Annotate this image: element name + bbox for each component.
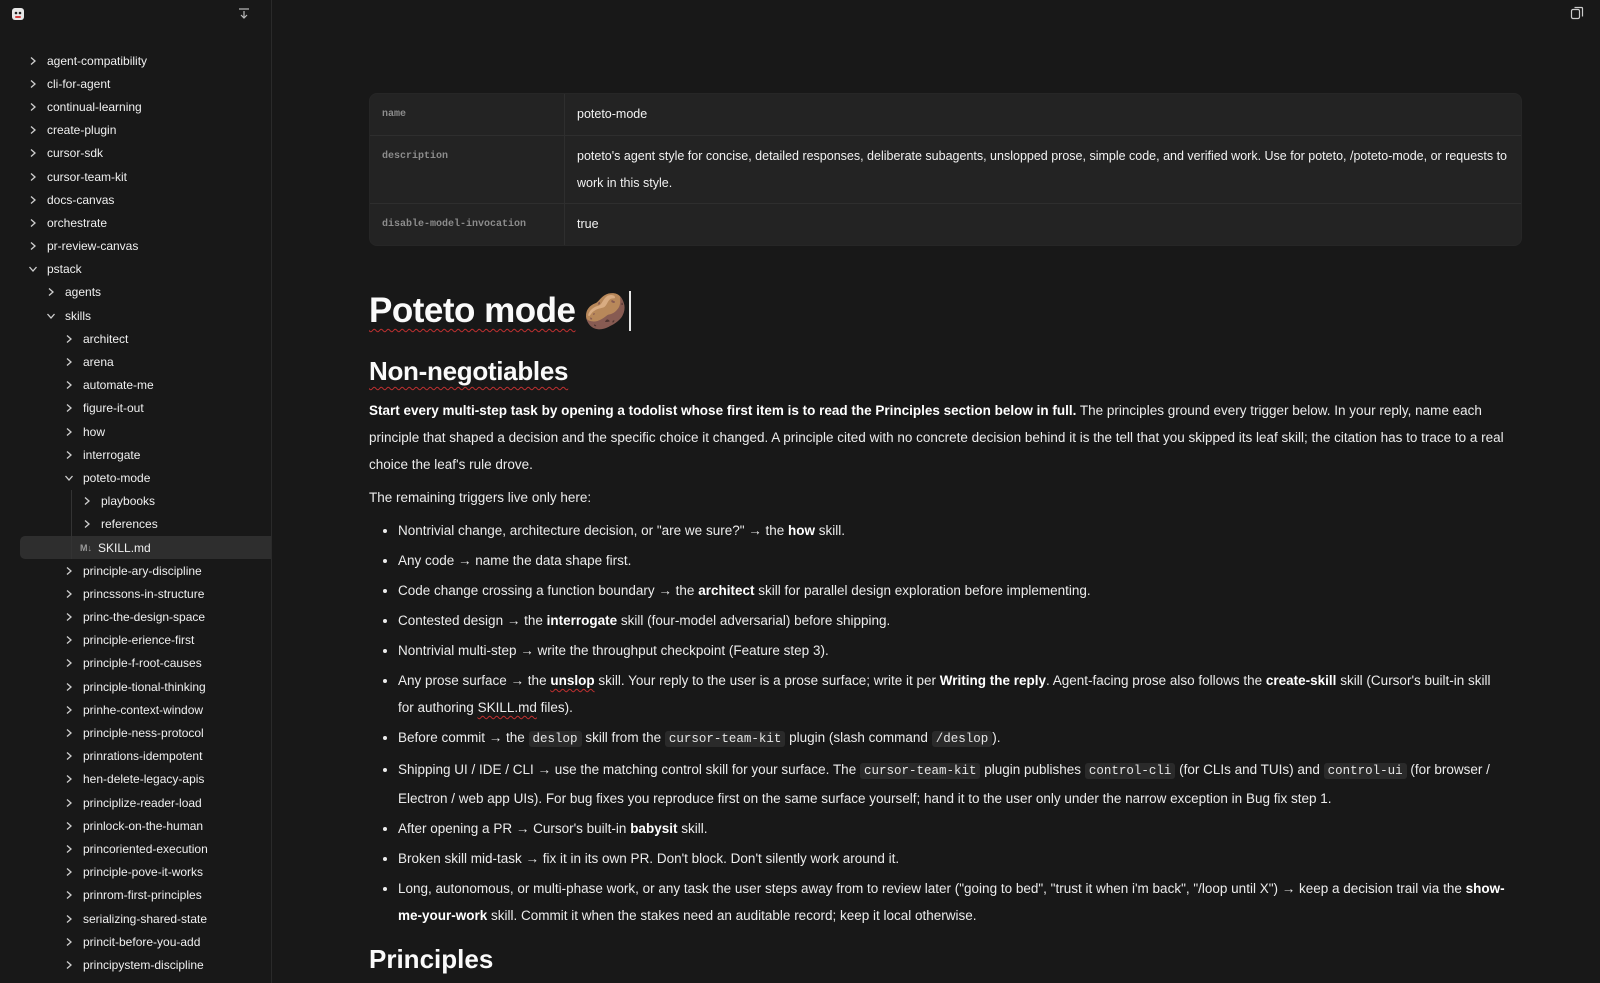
chevron-right-icon[interactable]: [64, 728, 74, 738]
markdown-content[interactable]: [369, 280, 1509, 932]
intro-paragraph: [369, 397, 1509, 478]
chevron-right-icon[interactable]: [64, 612, 74, 622]
text: skill. Your reply to the user is a prose surface; write it per: [594, 673, 940, 688]
tree-folder-23[interactable]: [0, 582, 271, 605]
chevron-right-icon[interactable]: [64, 844, 74, 854]
tree-folder-9[interactable]: [0, 258, 271, 281]
tree-item-label: create-plugin: [47, 123, 117, 138]
tree-item-label: principle-tional-thinking: [83, 679, 206, 694]
tree-folder-37[interactable]: [0, 907, 271, 930]
tree-item-label: prinlock-on-the-human: [83, 818, 204, 833]
text: files).: [536, 700, 573, 715]
text: Contested design → the: [398, 613, 547, 628]
chevron-right-icon[interactable]: [28, 79, 38, 89]
text: plugin (slash command: [785, 730, 932, 745]
tree-folder-13[interactable]: [0, 350, 271, 373]
text: Code change crossing a function boundary → the: [398, 583, 699, 598]
tree-item-label: princoriented-execution: [83, 841, 208, 856]
chevron-right-icon[interactable]: [64, 334, 74, 344]
indent-guide: [71, 490, 72, 560]
list-item: [398, 637, 1509, 664]
skill-name: architect: [698, 583, 755, 598]
inline-code: /deslop: [932, 731, 993, 747]
page-title[interactable]: [369, 280, 1509, 342]
tree-item-label: prinhe-context-window: [83, 702, 204, 717]
text: (for browser / Electron / web app UIs). For bug fixes you reproduce first on the same surface yourself; hand it to the user only under the narrow exception in Bug fix step 1.: [398, 762, 1490, 806]
text: Any code → name the data shape first.: [398, 553, 632, 568]
text: skill. Commit it when the stakes need an auditable record; keep it local otherwise.: [487, 908, 977, 923]
list-item: [398, 577, 1509, 604]
list-item: [398, 875, 1509, 929]
tree-item-label: pr-review-canvas: [47, 239, 139, 254]
chevron-right-icon[interactable]: [64, 751, 74, 761]
frontmatter-key: disable-model-invocation: [370, 204, 565, 245]
text: ).: [992, 730, 1001, 745]
app-logo-icon[interactable]: [10, 6, 26, 22]
skill-name: how: [788, 523, 816, 538]
tree-item-label: principle-ary-discipline: [83, 563, 202, 578]
tree-item-label: interrogate: [83, 447, 141, 462]
tree-item-label: princssons-in-structure: [83, 586, 205, 601]
tree-folder-33[interactable]: [0, 814, 271, 837]
chevron-right-icon[interactable]: [64, 357, 74, 367]
sidebar-header: [0, 0, 271, 30]
list-item: [398, 517, 1509, 544]
tree-item-label: skills: [65, 308, 91, 323]
frontmatter-value[interactable]: poteto's agent style for concise, detailed responses, deliberate subagents, unslopped prose, simple code, and verified work. Use for poteto, /poteto-mode, or requests to work in this style.: [577, 149, 1508, 190]
filename: SKILL.md: [477, 700, 537, 715]
text: Broken skill mid-task → fix it in its own PR. Don't block. Don't silently work around it.: [398, 851, 900, 866]
chevron-right-icon[interactable]: [64, 566, 74, 576]
list-item: [398, 547, 1509, 574]
chevron-right-icon[interactable]: [64, 403, 74, 413]
tree-item-label: pstack: [47, 262, 82, 277]
chevron-right-icon[interactable]: [46, 287, 56, 297]
chevron-right-icon[interactable]: [28, 102, 38, 112]
chevron-right-icon[interactable]: [28, 218, 38, 228]
text: skill.: [677, 821, 708, 836]
tree-folder-39[interactable]: [0, 953, 271, 976]
frontmatter-table: [369, 93, 1522, 246]
text: skill (Cursor's built-in skill for authoring: [398, 673, 1491, 715]
frontmatter-row-disable-model-invocation: [370, 204, 1521, 245]
chevron-right-icon[interactable]: [28, 172, 38, 182]
trigger-list: [369, 517, 1509, 929]
chevron-right-icon[interactable]: [64, 914, 74, 924]
skill-name: interrogate: [546, 613, 618, 628]
tree-folder-35[interactable]: [0, 861, 271, 884]
tree-folder-5[interactable]: [0, 165, 271, 188]
tree-item-label: how: [83, 424, 106, 439]
tree-item-label: orchestrate: [47, 215, 108, 230]
inline-code: deslop: [529, 731, 582, 747]
text: After opening a PR → Cursor's built-in: [398, 821, 631, 836]
tree-item-label: playbooks: [101, 494, 156, 509]
text: plugin publishes: [980, 762, 1085, 777]
chevron-right-icon[interactable]: [28, 148, 38, 158]
text: Nontrivial multi-step → write the throughput checkpoint (Feature step 3).: [398, 643, 829, 658]
tree-folder-26[interactable]: [0, 652, 271, 675]
tree-folder-20[interactable]: [0, 513, 271, 536]
skill-name: babysit: [630, 821, 678, 836]
page-title-text: Poteto mode: [369, 291, 576, 330]
tree-folder-19[interactable]: [0, 490, 271, 513]
text: skill for parallel design exploration before implementing.: [754, 583, 1091, 598]
chevron-right-icon[interactable]: [64, 960, 74, 970]
tree-folder-27[interactable]: [0, 675, 271, 698]
tree-folder-17[interactable]: [0, 443, 271, 466]
frontmatter-row-description: [370, 136, 1521, 204]
text: Any prose surface → the: [398, 673, 551, 688]
chevron-right-icon[interactable]: [64, 705, 74, 715]
tree-folder-8[interactable]: [0, 235, 271, 258]
chevron-down-icon[interactable]: [64, 473, 74, 483]
chevron-right-icon[interactable]: [64, 937, 74, 947]
tree-item-label: arena: [83, 355, 114, 370]
frontmatter-row-name: [370, 94, 1521, 136]
chevron-right-icon[interactable]: [64, 821, 74, 831]
frontmatter-value[interactable]: poteto-mode: [577, 107, 648, 121]
chevron-right-icon[interactable]: [64, 380, 74, 390]
tree-item-label: agents: [65, 285, 102, 300]
list-item: [398, 667, 1509, 721]
tree-folder-10[interactable]: [0, 281, 271, 304]
inline-code: cursor-team-kit: [860, 763, 981, 779]
tree-item-label: principle-ness-protocol: [83, 726, 204, 741]
tree-folder-34[interactable]: [0, 837, 271, 860]
frontmatter-value[interactable]: true: [577, 217, 599, 231]
tree-folder-24[interactable]: [0, 606, 271, 629]
markdown-file-icon: M↓: [80, 542, 92, 553]
tree-item-label: agent-compatibility: [47, 53, 148, 68]
list-item: [398, 845, 1509, 872]
tree-folder-30[interactable]: [0, 745, 271, 768]
chevron-right-icon[interactable]: [64, 450, 74, 460]
tree-folder-32[interactable]: [0, 791, 271, 814]
chevron-right-icon[interactable]: [64, 682, 74, 692]
tree-folder-3[interactable]: [0, 119, 271, 142]
heading-non-negotiables: Non-negotiables: [369, 356, 569, 386]
tree-item-label: automate-me: [83, 378, 154, 393]
frontmatter-key: description: [370, 136, 565, 203]
chevron-right-icon[interactable]: [28, 56, 38, 66]
chevron-right-icon[interactable]: [64, 867, 74, 877]
copy-icon[interactable]: [1570, 6, 1584, 20]
list-item: [398, 815, 1509, 842]
list-item: [398, 756, 1509, 812]
tree-folder-1[interactable]: [0, 72, 271, 95]
tree-item-label: docs-canvas: [47, 192, 115, 207]
tree-folder-22[interactable]: [0, 559, 271, 582]
tree-folder-11[interactable]: [0, 304, 271, 327]
tree-folder-15[interactable]: [0, 397, 271, 420]
chevron-down-icon[interactable]: [46, 311, 56, 321]
file-explorer-sidebar: [0, 0, 272, 983]
chevron-right-icon[interactable]: [64, 798, 74, 808]
tree-folder-29[interactable]: [0, 721, 271, 744]
text: skill (four-model adversarial) before shipping.: [617, 613, 891, 628]
tree-item-label: serializing-shared-state: [83, 911, 208, 926]
tree-item-label: principle-erience-first: [83, 633, 195, 648]
tree-folder-4[interactable]: [0, 142, 271, 165]
tree-item-label: prinrations-idempotent: [83, 749, 203, 764]
chevron-right-icon[interactable]: [82, 496, 92, 506]
tree-item-label: poteto-mode: [83, 470, 151, 485]
chevron-down-icon[interactable]: [28, 264, 38, 274]
chevron-right-icon[interactable]: [28, 125, 38, 135]
tree-item-label: principle-f-root-causes: [83, 656, 202, 671]
text: skill from the: [581, 730, 665, 745]
chevron-right-icon[interactable]: [82, 519, 92, 529]
tree-folder-6[interactable]: [0, 188, 271, 211]
tree-file-skill-md[interactable]: [20, 536, 272, 559]
text: . Agent-facing prose also follows the: [1046, 673, 1266, 688]
inline-code: cursor-team-kit: [665, 731, 786, 747]
list-item: [398, 724, 1509, 753]
tree-item-label: references: [101, 517, 158, 532]
chevron-right-icon[interactable]: [64, 635, 74, 645]
list-item: [398, 607, 1509, 634]
text: (for CLIs and TUIs) and: [1175, 762, 1324, 777]
file-tree: [0, 49, 271, 977]
tree-item-label: principystem-discipline: [83, 957, 204, 972]
text: Nontrivial change, architecture decision, or "are we sure?" → the: [398, 523, 789, 538]
tree-folder-31[interactable]: [0, 768, 271, 791]
tree-item-label: principlize-reader-load: [83, 795, 202, 810]
tree-item-label: SKILL.md: [98, 540, 151, 555]
tree-item-label: continual-learning: [47, 99, 142, 114]
tree-folder-18[interactable]: [0, 466, 271, 489]
chevron-right-icon[interactable]: [64, 589, 74, 599]
potato-emoji-icon: 🥔: [583, 291, 627, 331]
tree-item-label: princ-the-design-space: [83, 610, 206, 625]
remaining-triggers-text: The remaining triggers live only here:: [369, 490, 592, 505]
intro-rest: The principles ground every trigger below. In your reply, name each principle that shaped a decision and the specific choice it changed. A principle cited with no concrete decision behind it is the tell that you skipped its leaf skill; the citation has to trace to a real choice the leaf's rule drove.: [369, 403, 1504, 472]
heading-principles: Principles: [369, 944, 494, 974]
inline-code: control-cli: [1085, 763, 1176, 779]
chevron-right-icon[interactable]: [64, 658, 74, 668]
chevron-right-icon[interactable]: [28, 241, 38, 251]
text: Shipping UI / IDE / CLI → use the matching control skill for your surface. The: [398, 762, 860, 777]
editor-pane: [272, 0, 1600, 983]
text: Before commit → the: [398, 730, 529, 745]
tree-item-label: princit-before-you-add: [83, 934, 201, 949]
tree-item-label: principle-pove-it-works: [83, 865, 204, 880]
tree-folder-12[interactable]: [0, 327, 271, 350]
tree-item-label: cli-for-agent: [47, 76, 111, 91]
skill-name: unslop: [550, 673, 595, 688]
collapse-all-icon[interactable]: [237, 7, 251, 21]
text: skill.: [815, 523, 846, 538]
tree-folder-7[interactable]: [0, 211, 271, 234]
section-ref: Writing the reply: [939, 673, 1046, 688]
tree-item-label: cursor-sdk: [47, 146, 104, 161]
chevron-right-icon[interactable]: [64, 427, 74, 437]
tree-item-label: figure-it-out: [83, 401, 144, 416]
tree-folder-38[interactable]: [0, 930, 271, 953]
tree-item-label: cursor-team-kit: [47, 169, 128, 184]
tree-folder-36[interactable]: [0, 884, 271, 907]
tree-item-label: hen-delete-legacy-apis: [83, 772, 205, 787]
skill-name: create-skill: [1265, 673, 1337, 688]
tree-item-label: prinrom-first-principles: [83, 888, 202, 903]
tree-folder-14[interactable]: [0, 374, 271, 397]
frontmatter-key: name: [370, 94, 565, 135]
chevron-right-icon[interactable]: [64, 890, 74, 900]
tree-folder-16[interactable]: [0, 420, 271, 443]
intro-bold: Start every multi-step task by opening a todolist whose first item is to read the Principles section below in full.: [369, 403, 1077, 418]
chevron-right-icon[interactable]: [28, 195, 38, 205]
text: Long, autonomous, or multi-phase work, or any task the user steps away from to review later ("going to bed", "trust it when i'm back", "/loop until X") → keep a decision trail via the: [398, 881, 1466, 896]
tree-folder-28[interactable]: [0, 698, 271, 721]
inline-code: control-ui: [1324, 763, 1407, 779]
text-cursor: [629, 291, 631, 331]
tree-folder-25[interactable]: [0, 629, 271, 652]
chevron-right-icon[interactable]: [64, 774, 74, 784]
tree-item-label: architect: [83, 331, 129, 346]
tree-folder-0[interactable]: [0, 49, 271, 72]
tree-folder-2[interactable]: [0, 95, 271, 118]
skill-name: show-me-your-work: [398, 881, 1505, 923]
